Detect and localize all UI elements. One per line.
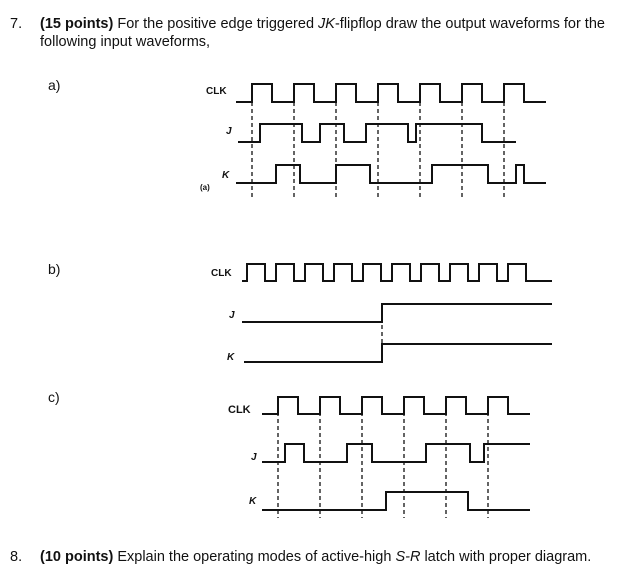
question-7-jk: JK (318, 16, 335, 32)
part-c-waveforms (262, 397, 530, 518)
part-b-j-wave (242, 304, 552, 322)
part-c-edge-markers (278, 398, 488, 518)
part-a-waveforms (236, 84, 546, 200)
part-a-j-label: J (226, 126, 232, 137)
part-b-k-wave (244, 344, 552, 362)
question-7-text-part: -flipflop draw the output waveforms for the (334, 16, 605, 32)
question-8-sr: S-R (395, 549, 421, 565)
question-7-text-part: For the positive edge triggered (113, 16, 319, 32)
part-c-clk-label: CLK (228, 404, 251, 416)
part-a-j-wave (238, 124, 516, 142)
question-8-text-part: Explain the operating modes of active-high (113, 549, 396, 565)
part-c-j-wave (262, 444, 530, 462)
part-b-j-label: J (229, 310, 235, 321)
question-8-text-part: latch with proper diagram. (420, 549, 592, 565)
part-c-label: c) (48, 389, 60, 405)
part-b-waveforms (242, 264, 552, 362)
question-8-points: (10 points) (40, 549, 114, 565)
part-c-j-label: J (251, 452, 257, 463)
part-a-clk-wave (236, 84, 546, 102)
part-c-clk-wave (262, 397, 530, 414)
part-b-clk-wave (242, 264, 552, 281)
part-a-clk-label: CLK (206, 86, 227, 97)
part-b-clk-label: CLK (211, 268, 232, 279)
part-a-label: a) (48, 77, 61, 93)
question-8-number: 8. (10, 549, 23, 565)
part-c-k-wave (262, 492, 530, 510)
part-c-k-label: K (249, 496, 257, 507)
part-a-k-wave (236, 165, 546, 183)
part-b-k-label: K (227, 352, 235, 363)
question-8-text (40, 548, 591, 566)
part-b-label: b) (48, 261, 61, 277)
question-7-line2: following input waveforms, (40, 34, 211, 50)
part-a-caption: (a) (200, 183, 210, 192)
question-7-number: 7. (10, 16, 23, 32)
part-a-k-label: K (222, 170, 230, 181)
question-7-points: (15 points) (40, 16, 114, 32)
